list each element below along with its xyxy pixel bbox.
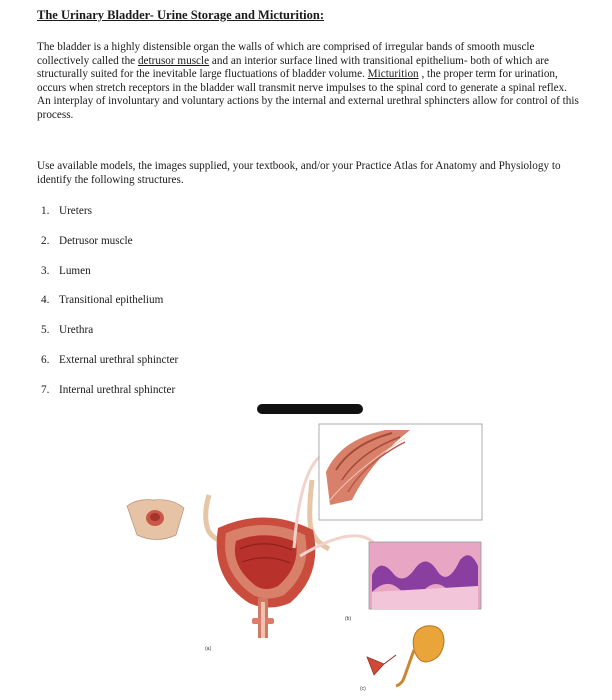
epithelium-micrograph-panel <box>345 542 481 622</box>
panel-label-b: (b) <box>345 616 352 622</box>
structure-label: External urethral sphincter <box>59 353 179 366</box>
detrusor-detail-panel <box>319 424 482 520</box>
list-item: 3. Lumen <box>41 264 91 277</box>
structure-label: Internal urethral sphincter <box>59 383 176 396</box>
empty-bladder-diagram <box>360 626 444 692</box>
term-detrusor-muscle: detrusor muscle <box>137 54 210 67</box>
list-item: 2. Detrusor muscle <box>41 234 133 247</box>
intro-text-1: The bladder is a highly distensible organ the walls of which are comprised of irregular bands of smooth muscle collectively called the <box>37 41 535 67</box>
list-item: 7. Internal urethral sphincter <box>41 383 176 396</box>
page-title: The Urinary Bladder- Urine Storage and Micturition: <box>37 8 325 22</box>
structure-label: Urethra <box>59 324 94 337</box>
structure-label: Ureters <box>59 205 92 217</box>
structure-label: Transitional epithelium <box>59 294 164 307</box>
list-item: 4. Transitional epithelium <box>41 294 164 307</box>
intro-paragraph <box>37 41 582 123</box>
term-micturition: Micturition <box>367 68 419 81</box>
redaction-bar <box>257 404 363 414</box>
list-item: 6. External urethral sphincter <box>41 353 179 366</box>
instructions-paragraph: Use available models, the images supplied, your textbook, and/or your Practice Atlas for Anatomy and Physiology to identify the following structures. <box>37 160 561 186</box>
list-item: 1. Ureters <box>41 205 92 217</box>
intro-text-2: and an interior surface lined with transitional epithelium- both of which are structurally suited for the inevitable large fluctuations of bladder volume. <box>37 54 549 81</box>
pelvis-thumbnail <box>127 500 184 540</box>
bladder-anatomy-figure <box>0 395 612 700</box>
list-item: 5. Urethra <box>41 324 94 337</box>
panel-label-a: (a) <box>205 646 212 652</box>
structure-label: Detrusor muscle <box>59 234 133 247</box>
structure-list <box>41 204 178 413</box>
bladder-cross-section <box>217 517 316 638</box>
intro-text-3: , the proper term for urination, occurs when stretch receptors in the bladder wall transmit nerve impulses to the spinal cord to generate a spinal reflex. An interplay of involuntary and voluntary actions by the internal and external urethral sphincters allow for control of this process. <box>37 68 579 121</box>
structure-label: Lumen <box>59 264 91 277</box>
panel-label-c: (c) <box>360 686 366 692</box>
